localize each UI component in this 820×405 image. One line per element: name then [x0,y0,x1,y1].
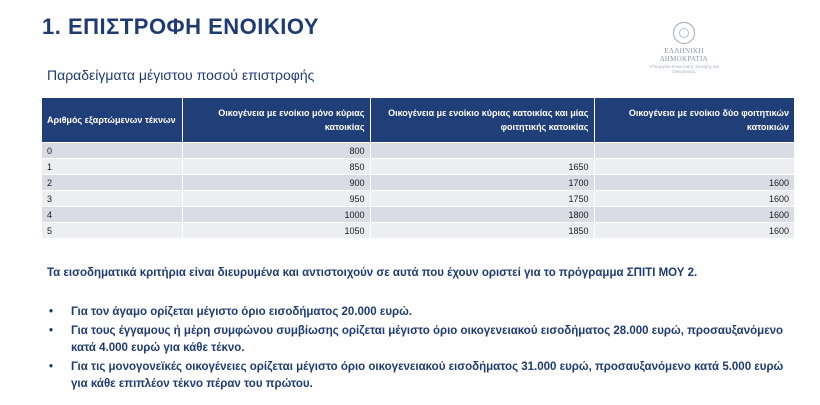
table-cell: 1600 [594,223,794,239]
header-main-residence: Οικογένεια με ενοίκιο μόνο κύριας κατοικίας [182,98,370,143]
bullet-icon: • [49,325,54,337]
rent-refund-table [42,98,794,238]
table-cell: 0 [42,143,182,159]
income-limits-list [47,304,792,395]
table-cell: 4 [42,207,182,223]
table-cell: 1700 [370,175,594,191]
bullet-icon: • [49,361,54,373]
table-cell: 850 [182,159,370,175]
header-main-and-student: Οικογένεια με ενοίκιο κύριας κατοικίας και μίας φοιτητικής κατοικίας [370,98,594,143]
table-cell: 1600 [594,175,794,191]
table-cell [370,143,594,159]
income-criteria-note: Τα εισοδηματικά κριτήρια είναι διευρυμένα και αντιστοιχούν σε αυτά που έχουν οριστεί για το πρόγραμμα ΣΠΙΤΙ ΜΟΥ 2. [47,267,698,279]
table-cell: 1650 [370,159,594,175]
list-item-text: Για τις μονογονεϊκές οικογένειες ορίζεται μέγιστο όριο οικογενειακού εισοδήματος 31.000 ευρώ, προσαυξανόμενο κατά 5.000 ευρώ για κάθε επιπλέον τέκνο πέραν του πρώτου. [71,361,784,390]
table-header-row [42,98,794,143]
logo-line-1: ΕΛΛΗΝΙΚΗ ΔΗΜΟΚΡΑΤΙΑ [659,47,709,63]
list-item [47,304,792,321]
table-cell: 950 [182,191,370,207]
table-cell: 1 [42,159,182,175]
header-children-count: Αριθμός εξαρτώμενων τέκνων [42,98,182,143]
table-cell: 800 [182,143,370,159]
table-row [42,207,794,223]
table-cell: 5 [42,223,182,239]
table-cell: 1850 [370,223,594,239]
table-cell: 900 [182,175,370,191]
table-cell: 1800 [370,207,594,223]
ministry-logo [644,22,724,74]
table-cell: 2 [42,175,182,191]
table-cell: 1600 [594,207,794,223]
table-row [42,223,794,239]
list-item [47,323,792,357]
bullet-icon: • [49,306,54,318]
table-row [42,191,794,207]
slide-subtitle: Παραδείγματα μέγιστου ποσού επιστροφής [47,67,315,83]
list-item-text: Για τους έγγαμους ή μέρη συμφώνου συμβίωσης ορίζεται μέγιστο όριο οικογενειακού εισοδήματος 28.000 ευρώ, προσαυξανόμενο κατά 4.000 ευρώ για κάθε τέκνο. [71,325,784,354]
table-row [42,175,794,191]
table-cell: 1000 [182,207,370,223]
header-two-student: Οικογένεια με ενοίκιο δύο φοιτητικών κατοικιών [594,98,794,143]
list-item [47,359,792,393]
table-cell [594,159,794,175]
table-row [42,159,794,175]
logo-line-2: Υπουργείο Κοινωνικής Συνοχής και Οικογένειας [648,64,720,74]
list-item-text: Για τον άγαμο ορίζεται μέγιστο όριο εισοδήματος 20.000 ευρώ. [71,306,413,318]
table-cell: 3 [42,191,182,207]
table-row [42,143,794,159]
greek-seal-icon [673,22,695,44]
table-cell: 1600 [594,191,794,207]
table-cell [594,143,794,159]
table-cell: 1750 [370,191,594,207]
table-cell: 1050 [182,223,370,239]
slide-title: 1. ΕΠΙΣΤΡΟΦΗ ΕΝΟΙΚΙΟΥ [42,14,320,39]
